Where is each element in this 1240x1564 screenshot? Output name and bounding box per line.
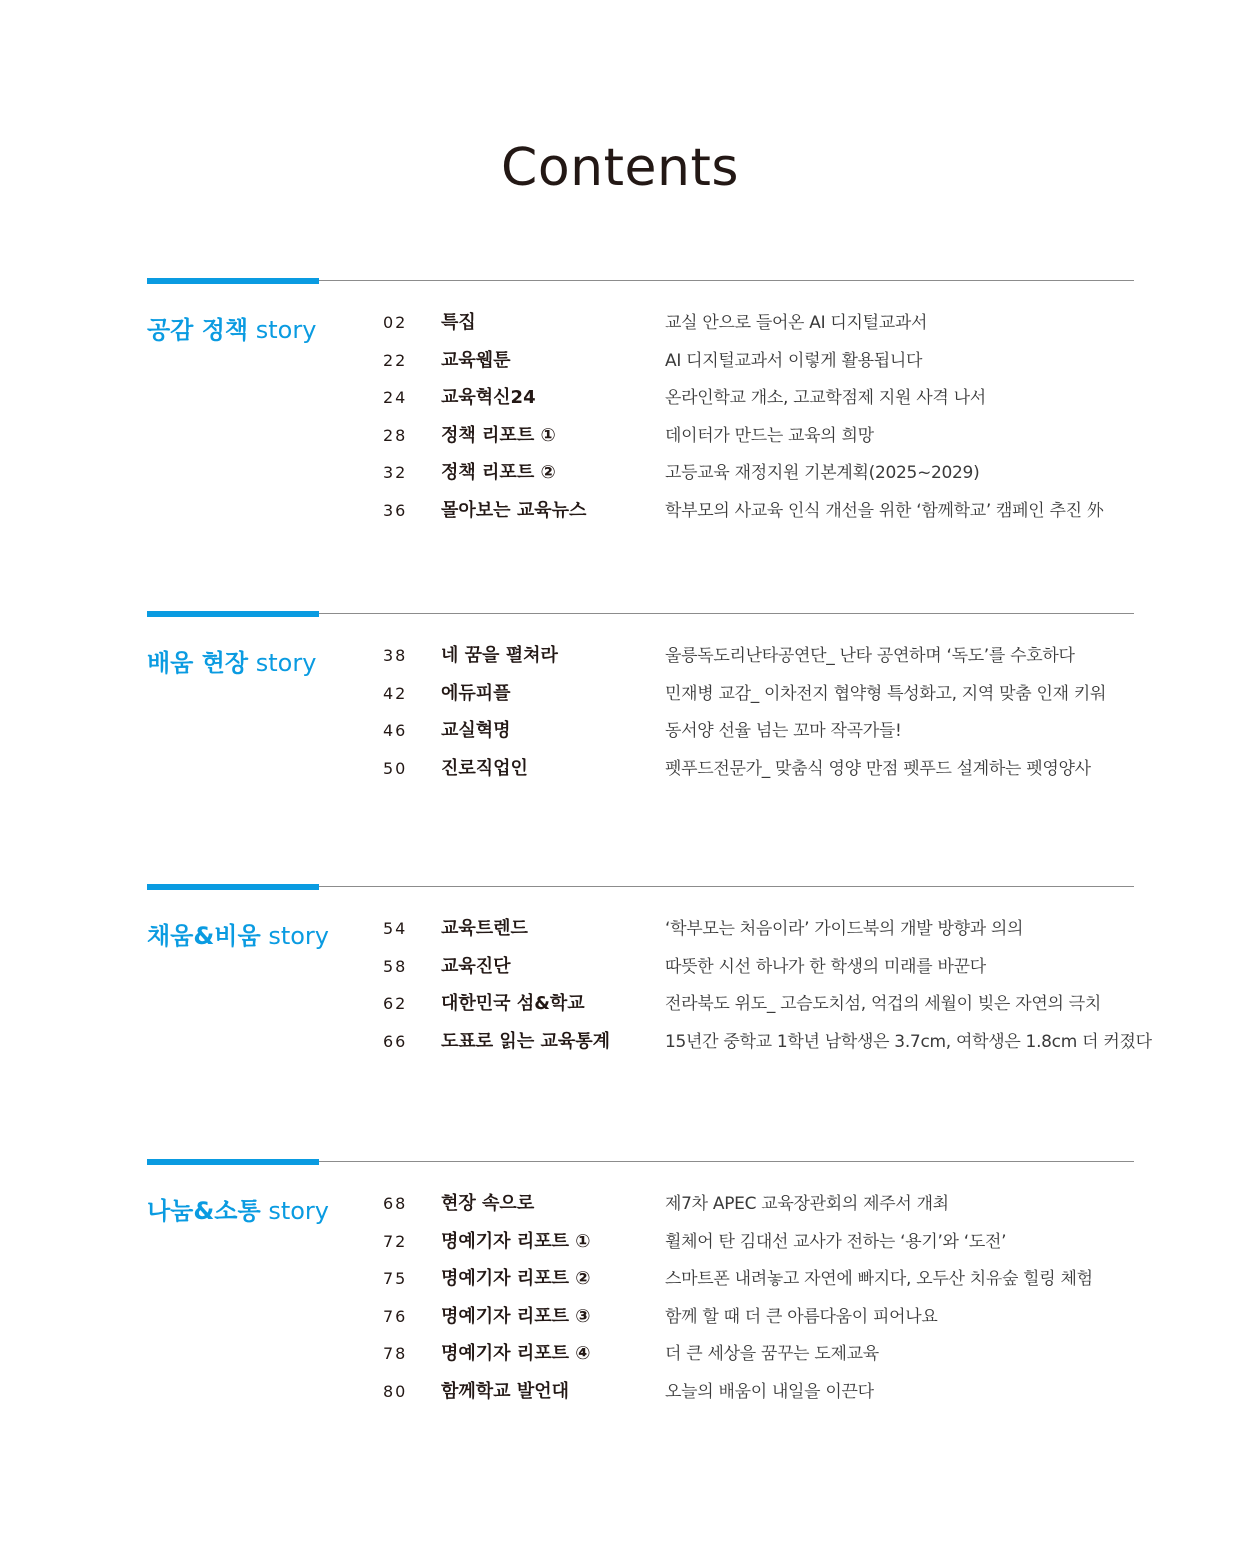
section-divider-accent: [147, 611, 319, 617]
toc-page-number: 75: [383, 1269, 408, 1288]
toc-page-number: 80: [383, 1381, 408, 1401]
toc-page-number: 38: [383, 646, 408, 665]
toc-category: 교육혁신24: [441, 387, 536, 408]
toc-entry[interactable]: [147, 1380, 1134, 1418]
toc-category: 정책 리포트 ①: [441, 424, 556, 446]
toc-page-number: 32: [383, 463, 408, 482]
toc-article-title: 함께 할 때 더 큰 아름다움이 피어나요: [665, 1306, 938, 1327]
toc-category: 명예기자 리포트 ④: [441, 1343, 591, 1364]
toc-article-title: ‘학부모는 처음이라’ 가이드북의 개발 방향과 의의: [665, 919, 1024, 939]
section-title-suffix: story: [268, 922, 329, 950]
toc-category: 교육웹툰: [441, 349, 511, 371]
toc-page-number: 68: [383, 1194, 408, 1213]
section-title-korean: 채움&비움: [147, 922, 261, 950]
toc-entry[interactable]: [147, 1230, 1134, 1268]
toc-category: 특집: [441, 312, 476, 333]
toc-category: 명예기자 리포트 ②: [441, 1268, 591, 1289]
section-divider-line: [319, 1161, 1134, 1162]
toc-entry[interactable]: [147, 424, 1134, 462]
toc-page-number: 54: [383, 919, 408, 938]
toc-category: 몰아보는 교육뉴스: [441, 499, 587, 521]
toc-article-title: AI 디지털교과서 이렇게 활용됩니다: [665, 350, 923, 371]
section-divider: [147, 884, 1134, 890]
toc-category: 정책 리포트 ②: [441, 462, 556, 483]
toc-category: 교육트렌드: [441, 918, 528, 939]
section-divider-accent: [147, 884, 319, 890]
section-title-korean: 공감 정책: [147, 316, 249, 344]
toc-entries: [147, 1192, 1134, 1417]
toc-page-number: 72: [383, 1231, 408, 1251]
toc-article-title: 스마트폰 내려놓고 자연에 빠지다, 오두산 치유숲 힐링 체험: [665, 1269, 1093, 1289]
toc-category: 교육진단: [441, 955, 511, 977]
toc-article-title: 따뜻한 시선 하나가 한 학생의 미래를 바꾼다: [665, 956, 986, 977]
toc-entry[interactable]: [147, 1305, 1134, 1343]
toc-category: 도표로 읽는 교육통계: [441, 1030, 611, 1052]
toc-category: 진로직업인: [441, 757, 528, 779]
toc-article-title: 민재병 교감_ 이차전지 협약형 특성화고, 지역 맞춤 인재 키워: [665, 683, 1107, 704]
toc-entry[interactable]: [147, 311, 1134, 349]
toc-page-number: 76: [383, 1306, 408, 1326]
section-divider-accent: [147, 1159, 319, 1165]
toc-article-title: 학부모의 사교육 인식 개선을 위한 ‘함께학교’ 캠페인 추진 外: [665, 500, 1104, 521]
section-title-suffix: story: [255, 316, 317, 344]
page-title: Contents: [501, 138, 739, 198]
toc-article-title: 제7차 APEC 교육장관회의 제주서 개최: [665, 1194, 949, 1214]
toc-category: 에듀피플: [441, 682, 511, 704]
toc-entry[interactable]: [147, 461, 1134, 499]
section-title-suffix: story: [255, 649, 317, 677]
section-divider: [147, 278, 1134, 284]
toc-article-title: 휠체어 탄 김대선 교사가 전하는 ‘용기’와 ‘도전’: [665, 1231, 1007, 1252]
toc-article-title: 더 큰 세상을 꿈꾸는 도제교육: [665, 1344, 879, 1364]
toc-article-title: 온라인학교 개소, 고교학점제 지원 사격 나서: [665, 388, 986, 408]
toc-article-title: 15년간 중학교 1학년 남학생은 3.7cm, 여학생은 1.8cm 더 커졌다: [665, 1031, 1152, 1052]
toc-page-number: 66: [383, 1031, 408, 1051]
toc-entry[interactable]: [147, 644, 1134, 682]
toc-category: 명예기자 리포트 ③: [441, 1305, 591, 1327]
section-title-korean: 나눔&소통: [147, 1197, 261, 1225]
toc-entry[interactable]: [147, 955, 1134, 993]
toc-entry[interactable]: [147, 682, 1134, 720]
toc-category: 대한민국 섬&학교: [441, 993, 585, 1014]
toc-page-number: 46: [383, 721, 408, 740]
toc-page-number: 50: [383, 758, 408, 778]
toc-article-title: 오늘의 배움이 내일을 이끈다: [665, 1381, 874, 1402]
toc-entries: [147, 311, 1134, 536]
toc-page-number: 62: [383, 994, 408, 1013]
section-divider: [147, 611, 1134, 617]
toc-page-number: 02: [383, 313, 408, 332]
toc-category: 네 꿈을 펼쳐라: [441, 645, 558, 666]
toc-entry[interactable]: [147, 917, 1134, 955]
toc-article-title: 고등교육 재정지원 기본계획(2025~2029): [665, 463, 980, 483]
toc-page-number: 42: [383, 683, 408, 703]
toc-page-number: 28: [383, 425, 408, 445]
toc-entry[interactable]: [147, 719, 1134, 757]
toc-entry[interactable]: [147, 992, 1134, 1030]
toc-entry[interactable]: [147, 349, 1134, 387]
toc-article-title: 교실 안으로 들어온 AI 디지털교과서: [665, 313, 928, 333]
section-divider-line: [319, 886, 1134, 887]
section-title-korean: 배움 현장: [147, 649, 249, 677]
toc-entries: [147, 644, 1134, 794]
section-divider-line: [319, 280, 1134, 281]
toc-entry[interactable]: [147, 1267, 1134, 1305]
section-divider-accent: [147, 278, 319, 284]
toc-category: 교실혁명: [441, 720, 511, 741]
section-title-suffix: story: [268, 1197, 329, 1225]
toc-entry[interactable]: [147, 1192, 1134, 1230]
toc-page-number: 24: [383, 388, 408, 407]
toc-page-number: 22: [383, 350, 408, 370]
section-divider: [147, 1159, 1134, 1165]
toc-article-title: 펫푸드전문가_ 맞춤식 영양 만점 펫푸드 설계하는 펫영양사: [665, 758, 1091, 779]
toc-category: 현장 속으로: [441, 1193, 535, 1214]
toc-entry[interactable]: [147, 1342, 1134, 1380]
section-divider-line: [319, 613, 1134, 614]
toc-entry[interactable]: [147, 499, 1134, 537]
toc-entry[interactable]: [147, 1030, 1152, 1068]
toc-entries: [147, 917, 1152, 1067]
toc-category: 명예기자 리포트 ①: [441, 1230, 591, 1252]
toc-article-title: 데이터가 만드는 교육의 희망: [665, 425, 874, 446]
toc-entry[interactable]: [147, 757, 1134, 795]
toc-article-title: 전라북도 위도_ 고슴도치섬, 억겁의 세월이 빚은 자연의 극치: [665, 994, 1101, 1014]
toc-article-title: 동서양 선율 넘는 꼬마 작곡가들!: [665, 721, 902, 741]
toc-page-number: 78: [383, 1344, 408, 1363]
toc-page-number: 58: [383, 956, 408, 976]
toc-article-title: 울릉독도리난타공연단_ 난타 공연하며 ‘독도’를 수호하다: [665, 646, 1075, 666]
toc-entry[interactable]: [147, 386, 1134, 424]
toc-page-number: 36: [383, 500, 408, 520]
toc-category: 함께학교 발언대: [441, 1380, 569, 1402]
